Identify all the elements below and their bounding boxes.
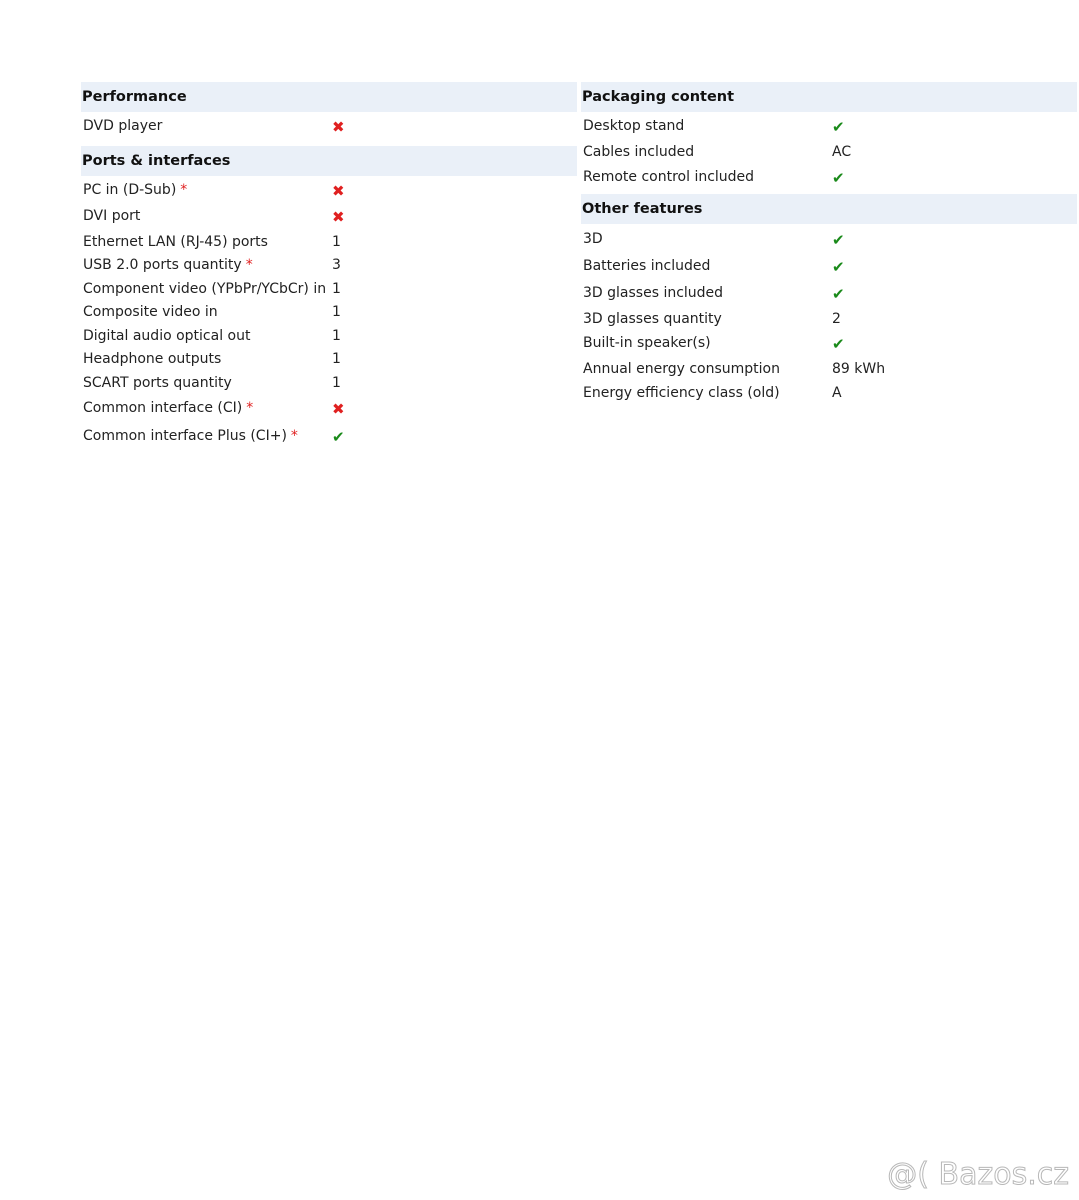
spec-row-cables-included — [581, 140, 1077, 165]
spec-row-ethernet — [81, 229, 577, 253]
check-icon: ✔ — [832, 231, 845, 249]
spec-label: Composite video in — [83, 304, 218, 320]
spec-label: SCART ports quantity — [83, 375, 232, 391]
spec-row-3d — [581, 224, 1077, 253]
section-header-packaging-content: Packaging content — [581, 82, 1077, 112]
spec-row-3d-glasses-quantity — [581, 306, 1077, 331]
spec-row-ci-plus — [81, 422, 577, 450]
left-spec-column — [81, 82, 577, 450]
cross-icon: ✖ — [332, 400, 345, 418]
cross-icon: ✖ — [332, 208, 345, 226]
check-icon: ✔ — [832, 285, 845, 303]
check-icon: ✔ — [832, 169, 845, 187]
spec-label: Common interface Plus (CI+) * — [83, 428, 298, 444]
spec-label: Remote control included — [583, 169, 755, 185]
spec-row-optical-out — [81, 324, 577, 347]
spec-label: 3D glasses included — [583, 285, 724, 301]
spec-value: 2 — [832, 311, 841, 327]
spec-label: 3D glasses quantity — [583, 311, 722, 327]
spec-label: Component video (YPbPr/YCbCr) in — [83, 281, 327, 297]
required-mark: * — [290, 428, 298, 444]
spec-label: Digital audio optical out — [83, 328, 251, 344]
cross-icon: ✖ — [332, 182, 345, 200]
spec-label: PC in (D-Sub) * — [83, 182, 188, 198]
required-mark: * — [245, 257, 253, 273]
spec-row-component-video — [81, 277, 577, 300]
spec-value: 1 — [332, 281, 341, 297]
section-header-performance: Performance — [81, 82, 577, 112]
check-icon: ✔ — [832, 118, 845, 136]
spec-label: Headphone outputs — [83, 351, 222, 367]
spec-label: 3D — [583, 231, 603, 247]
check-icon: ✔ — [832, 258, 845, 276]
check-icon: ✔ — [332, 428, 345, 446]
spec-label: Energy efficiency class (old) — [583, 385, 780, 401]
spec-row-3d-glasses-included — [581, 280, 1077, 306]
spec-label: Annual energy consumption — [583, 361, 780, 377]
spec-label: Common interface (CI) * — [83, 400, 254, 416]
spec-label: DVI port — [83, 208, 141, 224]
spec-label: Desktop stand — [583, 118, 685, 134]
spec-row-scart — [81, 371, 577, 395]
required-mark: * — [246, 400, 254, 416]
spec-row-ci — [81, 395, 577, 422]
spec-label: DVD player — [83, 118, 163, 134]
spec-row-usb — [81, 253, 577, 277]
spec-value: A — [832, 385, 842, 401]
spec-label: Built-in speaker(s) — [583, 335, 711, 351]
spec-row-headphone — [81, 347, 577, 371]
spec-value: 3 — [332, 257, 341, 273]
spec-label: Cables included — [583, 144, 695, 160]
required-mark: * — [180, 182, 188, 198]
spec-value: 1 — [332, 351, 341, 367]
spec-value: 1 — [332, 234, 341, 250]
spec-row-dvd-player — [81, 112, 577, 142]
spec-row-built-in-speakers — [581, 331, 1077, 357]
spec-row-annual-energy — [581, 357, 1077, 381]
spec-row-energy-class — [581, 381, 1077, 405]
spec-label: USB 2.0 ports quantity * — [83, 257, 253, 273]
bazos-watermark: @( Bazos.cz — [887, 1157, 1069, 1192]
spec-row-dvi-port — [81, 203, 577, 229]
spec-row-composite-video — [81, 300, 577, 324]
spec-value: 1 — [332, 328, 341, 344]
spec-value: 1 — [332, 375, 341, 391]
spec-value: 1 — [332, 304, 341, 320]
cross-icon: ✖ — [332, 118, 345, 136]
spec-row-desktop-stand — [581, 112, 1077, 140]
spec-row-batteries — [581, 253, 1077, 280]
section-header-other-features: Other features — [581, 194, 1077, 224]
spec-row-pc-in — [81, 176, 577, 203]
section-header-ports-interfaces: Ports & interfaces — [81, 146, 577, 176]
right-spec-column — [581, 82, 1077, 405]
spec-row-remote-control — [581, 165, 1077, 194]
check-icon: ✔ — [832, 335, 845, 353]
spec-label: Batteries included — [583, 258, 711, 274]
spec-value: AC — [832, 144, 852, 160]
spec-value: 89 kWh — [832, 361, 886, 377]
spec-label: Ethernet LAN (RJ-45) ports — [83, 234, 268, 250]
